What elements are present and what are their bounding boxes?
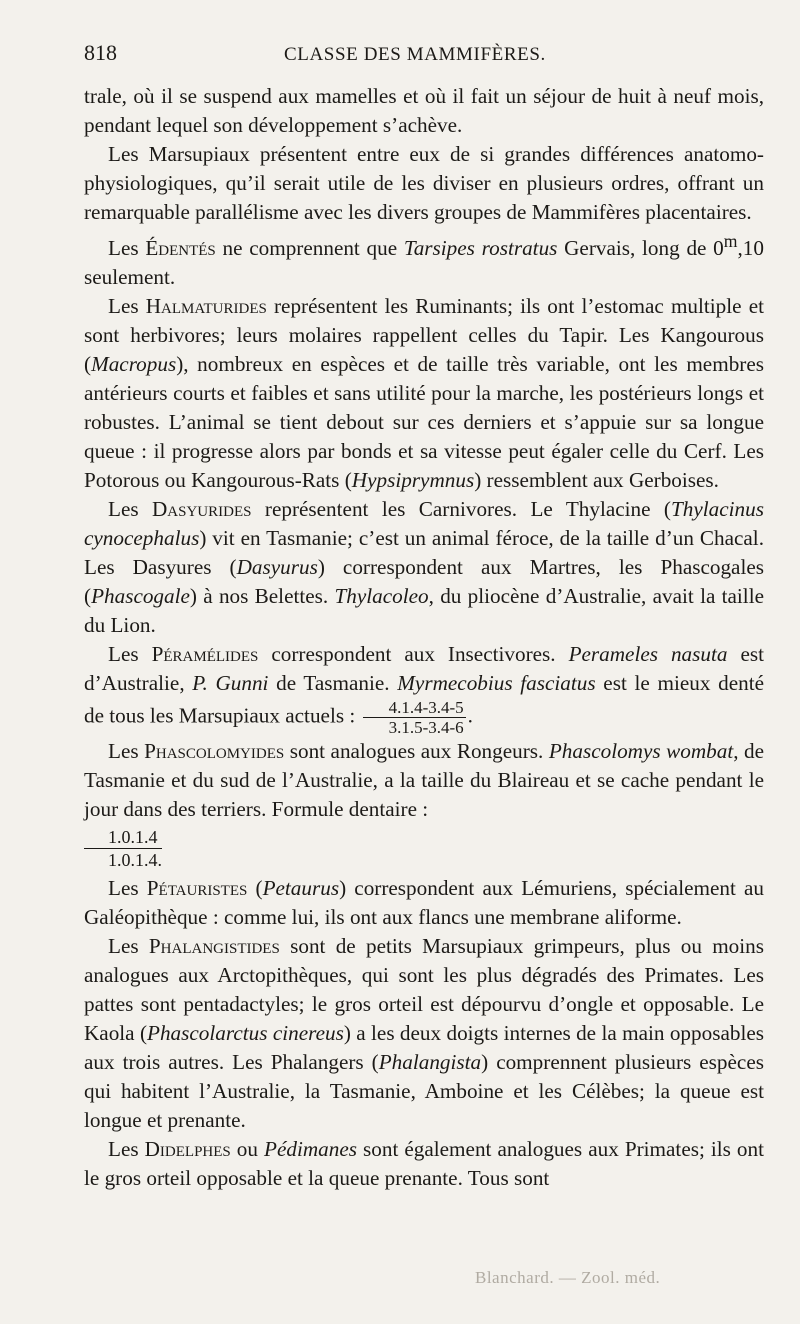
group-name: Didelphes — [144, 1137, 231, 1162]
formula-denominator: 1.0.1.4 — [108, 850, 158, 871]
group-name: Édentés — [145, 236, 216, 261]
species-name: Phascogale — [91, 584, 190, 609]
species-name: Dasyurus — [236, 555, 318, 580]
formula-numerator: 4.1.4-3.4-5 — [363, 698, 466, 718]
species-name: Macropus — [91, 352, 177, 377]
species-name: Tarsipes rostratus — [403, 236, 558, 261]
species-name: Thylacoleo — [334, 584, 429, 609]
species-name: Petaurus — [262, 876, 340, 901]
species-name: Thylacinus cynocephalus — [84, 497, 764, 551]
paragraph-petauristes: Les Pétauristes (Petaurus) correspondent aux Lémuriens, spécialement au Galéopithèque : comme lui, ils ont aux flancs une membrane aliforme. — [84, 876, 764, 930]
body-text — [84, 82, 764, 1193]
species-name: Hypsiprymnus — [351, 468, 475, 493]
species-name: Phascolomys wombat — [548, 739, 734, 764]
paragraph-dasyurides: Les Dasyurides représentent les Carnivores. Le Thylacine (Thylacinus cynocephalus) vit en Tasmanie; c’est un animal féroce, de la taille d’un Chacal. Les Dasyures (Dasyurus) correspondent aux Martres, les Phascogales (Phascogale) à nos Belettes. Thylacoleo, du pliocène d’Australie, avait la taille du Lion. — [84, 497, 764, 638]
paragraph-peramelides: Les Péramélides correspondent aux Insectivores. Perameles nasuta est d’Australie, P. Gunni de Tasmanie. Myrmecobius fasciatus est le mieux denté de tous les Marsupiaux actuels : $\frac{4.1.4-3.4-5}{3.1.5-3.4-6}$ . — [84, 642, 765, 738]
paragraph-halmaturides: Les Halmaturides représentent les Ruminants; ils ont l’estomac multiple et sont herbivores; leurs molaires rappellent celles du Tapir. Les Kangourous (Macropus), nombreux en espèces et de taille très variable, ont les membres antérieurs courts et faibles et sans utilité pour la marche, les postérieurs longs et robustes. L’animal se tient debout sur ces derniers et s’appuie sur sa longue queue : il progresse alors par bonds et sa vitesse peut égaler celle du Cerf. Les Potorous ou Kangourous-Rats (Hypsiprymnus) ressemblent aux Gerboises. — [84, 294, 764, 493]
species-name: Phascolarctus cinereus — [147, 1021, 344, 1046]
group-name: Phalangistides — [148, 934, 280, 959]
group-name: Phascolomyides — [144, 739, 285, 764]
paragraph-marsupiaux: Les Marsupiaux présentent entre eux de si grandes différences anatomo-physiologiques, qu’il serait utile de les diviser en plusieurs ordres, offrant un remarquable parallélisme avec les divers groupes de Mammifères placentaires. — [84, 142, 764, 224]
paragraph-edentes: Les Édentés ne comprennent que Tarsipes rostratus Gervais, long de 0$^m$,10 seulement. — [84, 231, 764, 290]
group-name: Pétauristes — [146, 876, 248, 901]
species-name: Pédimanes — [264, 1137, 357, 1162]
species-name: P. Gunni — [192, 671, 269, 696]
group-name: Dasyurides — [152, 497, 252, 522]
species-name: Myrmecobius fasciatus — [397, 671, 596, 696]
species-name: Phalangista — [378, 1050, 482, 1075]
dental-formula: 1.0.1.4 1.0.1.4. — [84, 826, 162, 871]
dental-formula — [363, 698, 466, 737]
formula-numerator: 1.0.1.4 — [84, 826, 162, 849]
group-name: Péramélides — [151, 642, 259, 667]
paragraph-phalangistides: Les Phalangistides sont de petits Marsupiaux grimpeurs, plus ou moins analogues aux Arctopithèques, qui sont les plus dégradés des Primates. Les pattes sont pentadactyles; le gros orteil est dépourvu d’ongle et opposable. Le Kaola (Phascolarctus cinereus) a les deux doigts internes de la main opposables aux trois autres. Les Phalangers (Phalangista) comprennent plusieurs espèces qui habitent l’Australie, la Tasmanie, Amboine et les Célèbes; la queue est longue et prenante. — [84, 934, 764, 1133]
paragraph-continuation: trale, où il se suspend aux mamelles et où il fait un séjour de huit à neuf mois, pendant lequel son développement s’achève. — [84, 84, 764, 137]
paragraph-didelphes: Les Didelphes ou Pédimanes sont également analogues aux Primates; ils ont le gros orteil opposable et la queue prenante. Tous sont — [84, 1137, 765, 1191]
showthrough-footer: Blanchard. — Zool. méd. — [475, 1268, 661, 1287]
formula-denominator: 3.1.5-3.4-6 — [388, 718, 464, 738]
page-number: 818 — [84, 40, 117, 65]
species-name: Perameles nasuta — [568, 642, 728, 667]
running-head — [84, 40, 764, 72]
paragraph-phascolomyides: Les Phascolomyides sont analogues aux Rongeurs. Phascolomys wombat, de Tasmanie et du sud de l’Australie, a la taille du Blaireau et se cache pendant le jour dans des terriers. Formule dentaire : 1.0.1.4 1.0.1.4. — [84, 739, 765, 871]
running-title: CLASSE DES MAMMIFÈRES. — [284, 44, 546, 65]
group-name: Halmaturides — [145, 294, 267, 319]
